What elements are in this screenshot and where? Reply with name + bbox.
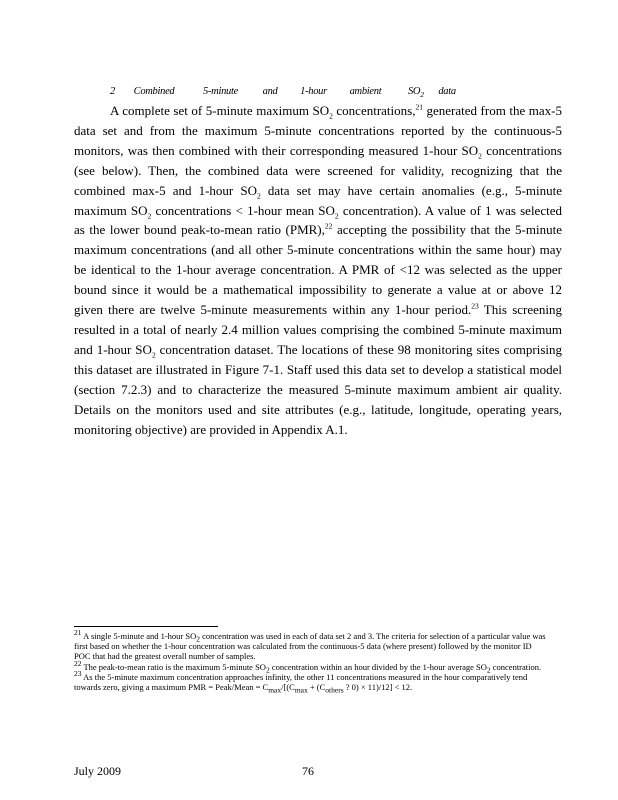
subscript: max [268,685,282,695]
subscript: 2 [478,151,482,161]
footnotes [74,628,550,695]
heading-word: data [438,86,456,97]
heading-number: 2 [110,86,115,97]
section-heading [110,86,456,100]
footer-date: July 2009 [74,764,122,778]
text-run: /[(C [281,682,295,693]
text-run: concentration). A value of 1 was selected as the lower bound peak-to-mean ratio (PMR), [74,202,562,238]
footnote-number: 22 [74,658,82,668]
heading-word: Combined [133,86,175,97]
text-run: concentration was used in each of data set 2 and 3. The criteria for selection of a particular value was first based on whether the 1-hour concentration was calculated from the continuous-5 data (where present) followed by the monitor ID POC that had the greatest overall number of samples. [74,631,546,662]
text-run: ? 0) × 11)/12] < 12. [343,682,413,693]
text-run: concentrations, [332,103,416,118]
text-run: data set may have certain anomalies (e.g., 5-minute maximum SO [74,182,562,218]
text-run: generated from the max-5 data set and from the maximum 5-minute concentrations reported by the continuous-5 monitors, was then combined with their corresponding measured 1-hour SO [74,103,562,158]
text-run: A complete set of 5-minute maximum SO [110,103,330,118]
footnote-ref-23[interactable]: 23 [471,301,479,311]
subscript: 2 [329,111,333,121]
text-run: concentration within an hour divided by the 1-hour average SO [269,661,487,672]
text-run: concentration dataset. The locations of these 98 monitoring sites comprising this dataset are illustrated in Figure 7-1. Staff used this data set to develop a statistical model (section 7.2.3) and to characterize the measured 5-minute maximum ambient air quality. Details on the monitors used and site attributes (e.g., latitude, longitude, operating years, monitoring objective) are provided in Appendix A.1. [74,341,563,437]
subscript: 2 [151,350,156,360]
footnote-number: 23 [74,668,82,678]
heading-word: 1-hour [300,86,327,97]
page-number: 76 [302,764,314,778]
text-run: concentrations (see below). Then, the combined data were screened for validity, recognizing that the combined max-5 and 1-hour SO [74,142,562,198]
heading-word: ambient [349,86,382,97]
footnote-21 [74,628,550,662]
text-run: accepting the possibility that the 5-minute maximum concentrations (and all other 5-minute concentrations within the same hour) may be identical to the 1-hour average concentration. A PMR of <12 was selected as the upper bound since it would be a mathematical impossibility to generate a value at or above 12 given there are twelve 5-minute measurements within any 1-hour period. [74,222,562,318]
subscript: 2 [486,665,491,675]
subscript: 2 [196,634,200,644]
subscript: 2 [256,191,261,201]
text-run: concentrations < 1-hour mean SO [151,202,335,218]
text-run: This screening resulted in a total of nearly 2.4 million values comprising the combined 5-minute maximum and 1-hour SO [74,302,563,357]
subscript: 2 [334,211,339,221]
text-run: A single 5-minute and 1-hour SO [81,631,197,641]
text-run: concentration. [490,661,542,672]
heading-word: and [262,86,278,97]
footnote-number: 21 [74,628,82,638]
subscript: 2 [265,665,270,675]
subscript: max [294,685,308,695]
body-paragraph [74,101,562,439]
footnote-ref-21[interactable]: 21 [415,102,423,112]
text-run: As the 5-minute maximum concentration approaches infinity, the other 11 concentrations measured in the hour comparatively tend towards zero, giving a maximum PMR = Peak/Mean = C [74,671,528,693]
subscript: 2 [147,211,152,221]
text-run: The peak-to-mean ratio is the maximum 5-minute SO [81,661,266,672]
footnote-23 [74,668,550,695]
heading-subscript: 2 [420,90,424,100]
heading-word: SO [407,86,421,97]
text-run: + (C [307,682,326,693]
heading-word: 5-minute [203,86,238,97]
footnote-ref-22[interactable]: 22 [324,222,333,232]
subscript: others [325,685,344,695]
footnote-divider [74,626,218,627]
body-text [74,101,562,439]
